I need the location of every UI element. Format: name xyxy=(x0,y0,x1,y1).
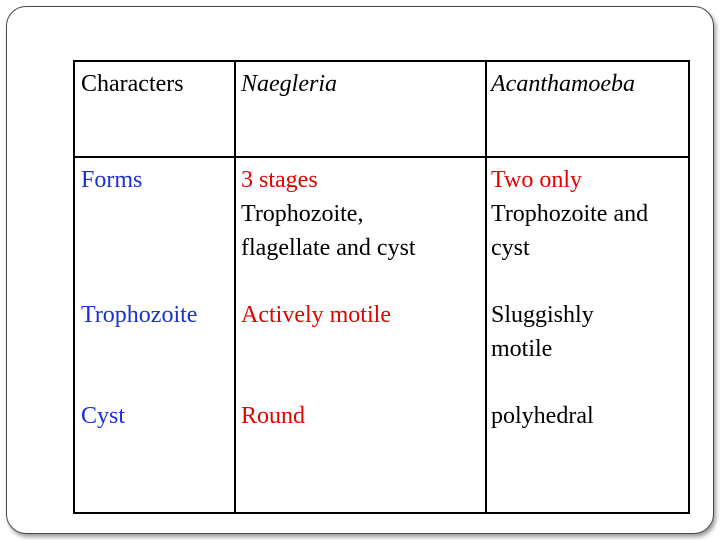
acanthamoeba-forms-line: Trophozoite and xyxy=(491,201,649,227)
slide xyxy=(6,6,714,534)
row-label-cyst: Cyst xyxy=(81,403,126,429)
comparison-table xyxy=(73,60,690,514)
acanthamoeba-trophozoite-line: motile xyxy=(491,336,553,362)
naegleria-cyst-value: Round xyxy=(241,403,306,429)
row-label-forms: Forms xyxy=(81,167,143,193)
header-acanthamoeba: Acanthamoeba xyxy=(491,71,635,97)
acanthamoeba-forms-heading: Two only xyxy=(491,167,582,193)
naegleria-forms-line: flagellate and cyst xyxy=(241,235,416,261)
naegleria-forms-heading: 3 stages xyxy=(241,167,318,193)
acanthamoeba-forms-line: cyst xyxy=(491,235,530,261)
acanthamoeba-trophozoite-line: Sluggishly xyxy=(491,302,594,328)
naegleria-trophozoite-value: Actively motile xyxy=(241,302,391,328)
naegleria-forms-line: Trophozoite, xyxy=(241,201,364,227)
row-label-trophozoite: Trophozoite xyxy=(81,302,198,328)
acanthamoeba-cyst-value: polyhedral xyxy=(491,403,594,429)
header-naegleria: Naegleria xyxy=(241,71,337,97)
header-divider xyxy=(75,156,688,158)
column-divider xyxy=(485,62,487,512)
column-divider xyxy=(234,62,236,512)
header-characters: Characters xyxy=(81,71,184,97)
